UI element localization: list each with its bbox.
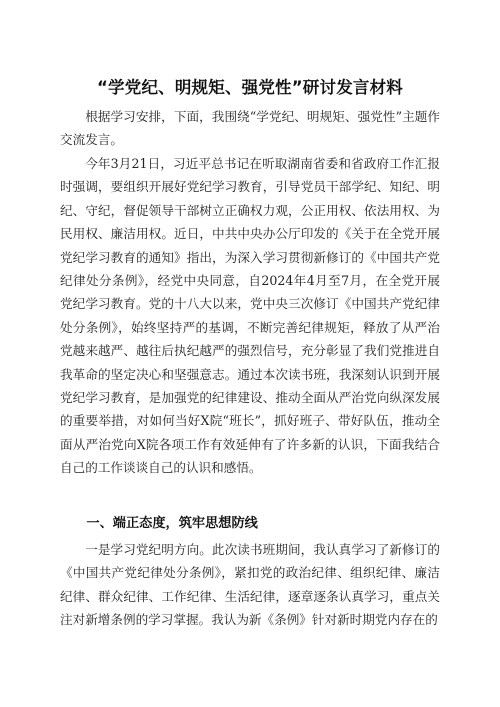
background-paragraph: 今年3月21日，习近平总书记在听取湖南省委和省政府工作汇报时强调，要组织开展好党纪学习教育，引导党员干部学纪、知纪、明纪、守纪，督促领导干部树立正确权力观，公正用权、依法用权、为民用权、廉洁用权。近日，中共中央办公厅印发的《关于在全党开展党纪学习教育的通知》指出，为深入学习贯彻新修订的《中国共产党纪律处分条例》，经党中央同意，自2024年4月至7月，在全党开展党纪学习教育。党的十八大以来，党中央三次修订《中国共产党纪律处分条例》，始终坚持严的基调，不断完善纪律规矩，释放了从严治党越来越严、越往后执纪越严的强烈信号，充分彰显了我们党推进自我革命的坚定决心和坚强意志。通过本次读书班，我深刻认识到开展党纪学习教育，是加强党的纪律建设、推动全面从严治党向纵深发展的重要举措，对如何当好X院“班长”，抓好班子、带好队伍，推动全面从严治党向X院各项工作有效延伸有了许多新的认识，下面我结合自己的工作谈谈自己的认识和感悟。 (60, 156, 440, 476)
section-paragraph: 一是学习党纪明方向。此次读书班期间，我认真学习了新修订的《中国共产党纪律处分条例》，紧扣党的政治纪律、组织纪律、廉洁纪律、群众纪律、工作纪律、生活纪律，逐章逐条认真学习，重点关注对新增条例的学习掌握。我认为新《条例》针对新时期党内存在的 (60, 542, 440, 628)
section-heading: 一、端正态度，筑牢思想防线 (86, 516, 258, 531)
intro-paragraph: 根据学习安排，下面，我围绕“学党纪、明规矩、强党性”主题作交流发言。 (60, 109, 440, 148)
document-title: “学党纪、明规矩、强党性”研讨发言材料 (97, 78, 403, 97)
